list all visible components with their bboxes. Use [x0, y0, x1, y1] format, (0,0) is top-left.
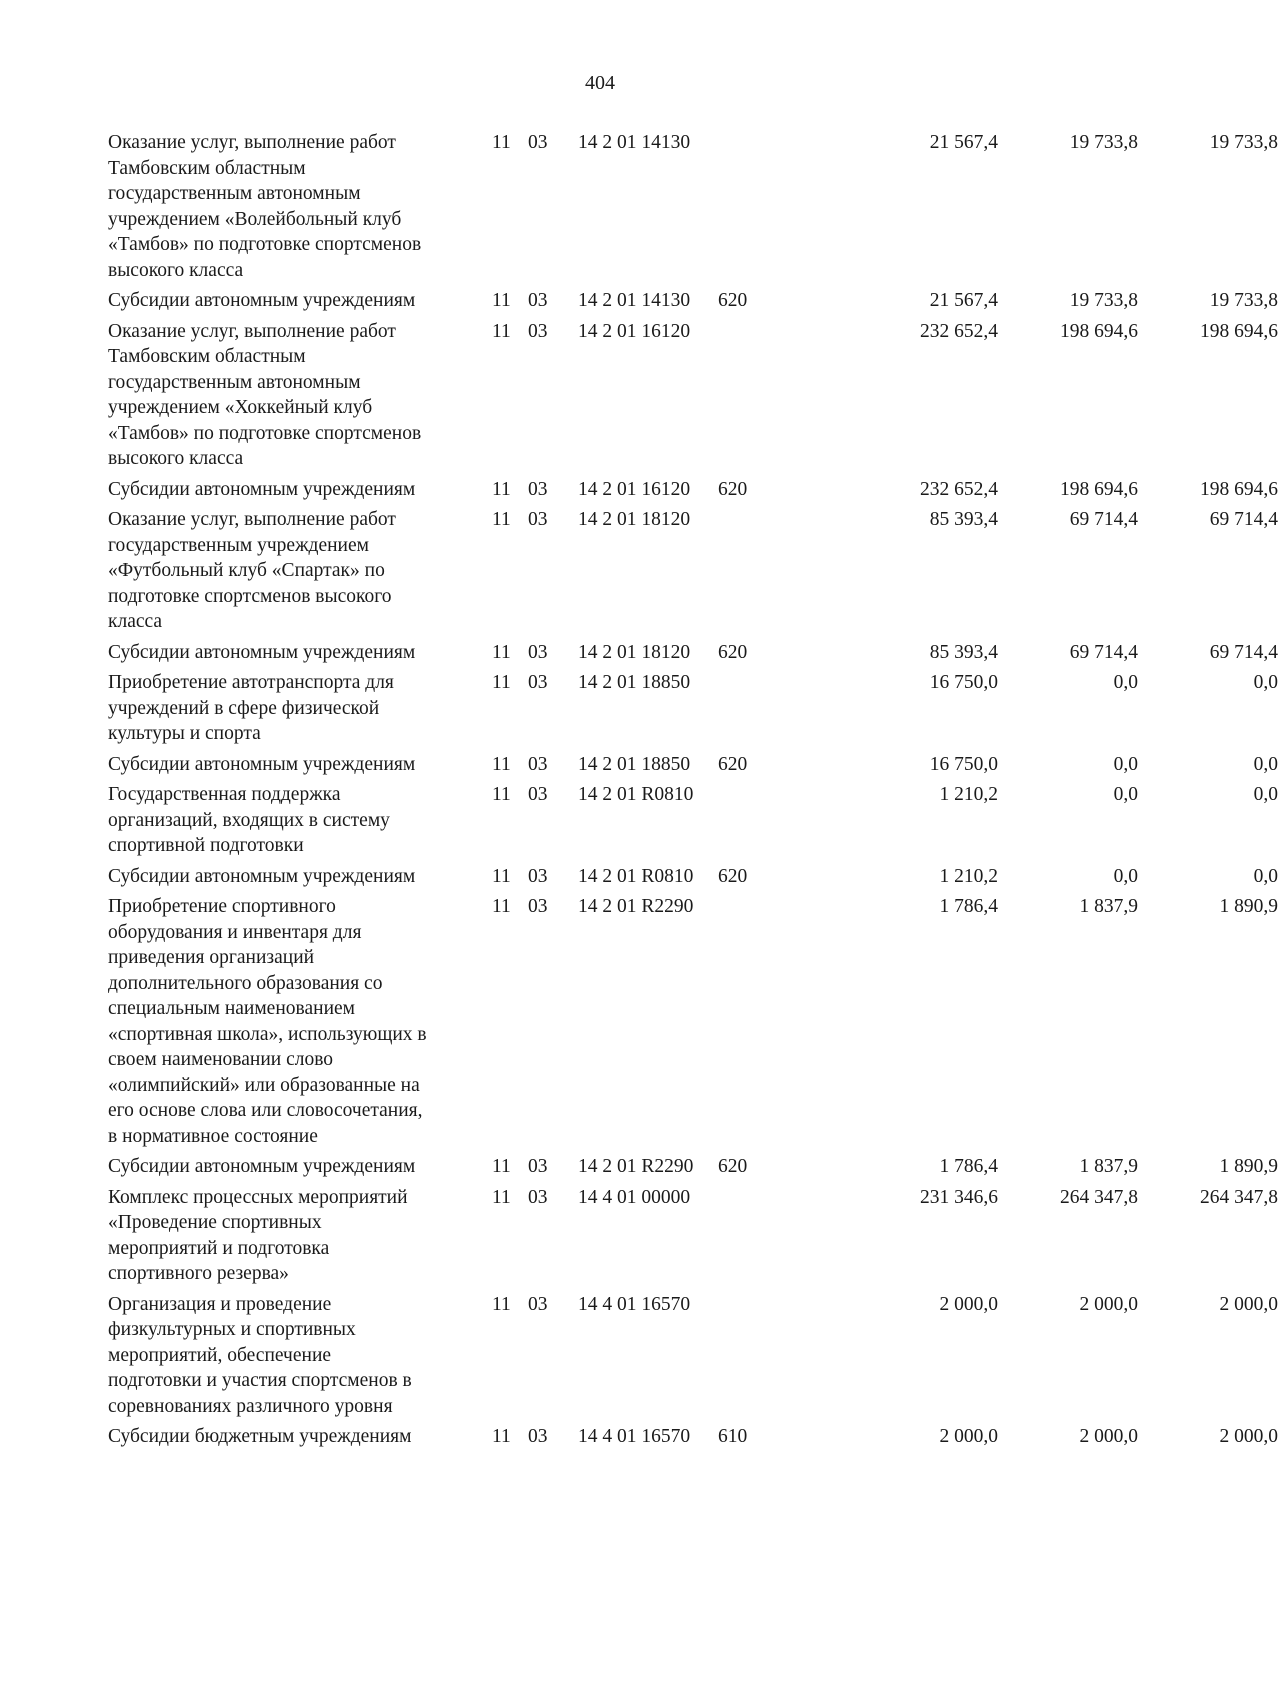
expense-type-code: 620	[718, 865, 748, 887]
amount-year-3: 0,0	[1253, 865, 1278, 887]
row-description: Субсидии автономным учреждениям	[108, 290, 416, 311]
subsection-code: 03	[528, 753, 548, 775]
table-row	[108, 1154, 1278, 1180]
target-article-code: 14 2 01 14130	[578, 290, 691, 311]
row-description: Субсидии бюджетным учреждениям	[108, 1426, 412, 1447]
amount-year-2: 1 837,9	[1079, 896, 1138, 917]
expense-type-code: 620	[718, 478, 748, 500]
amount-year-2: 0,0	[1113, 784, 1138, 805]
expense-type-code: 620	[718, 641, 748, 663]
target-article-code: 14 2 01 R2290	[578, 1156, 694, 1177]
amount-year-2: 69 714,4	[1069, 509, 1138, 530]
target-article-code: 14 2 01 16120	[578, 320, 691, 342]
subsection-code: 03	[528, 672, 548, 693]
expense-type-code: 610	[718, 1426, 748, 1447]
row-description: Субсидии автономным учреждениям	[108, 641, 416, 663]
expense-type-code: 620	[718, 290, 748, 311]
section-code: 11	[492, 509, 511, 530]
target-article-code: 14 2 01 18850	[578, 753, 691, 775]
amount-year-1: 2 000,0	[939, 1426, 998, 1447]
table-row	[108, 864, 1278, 890]
budget-table	[108, 130, 1278, 1455]
amount-year-2: 69 714,4	[1069, 641, 1138, 663]
target-article-code: 14 2 01 14130	[578, 132, 691, 153]
row-description: Комплекс процессных мероприятий «Проведение спортивных мероприятий и подготовка спортивного резерва»	[108, 1186, 408, 1284]
target-article-code: 14 2 01 R0810	[578, 865, 694, 887]
amount-year-3: 2 000,0	[1219, 1293, 1278, 1315]
target-article-code: 14 2 01 18120	[578, 509, 691, 530]
expense-type-code: 620	[718, 1156, 748, 1177]
section-code: 11	[492, 753, 511, 775]
table-row	[108, 319, 1278, 472]
expense-type-code: 620	[718, 753, 748, 775]
amount-year-3: 19 733,8	[1209, 132, 1278, 153]
section-code: 11	[492, 1186, 511, 1208]
amount-year-1: 85 393,4	[929, 509, 998, 530]
amount-year-1: 16 750,0	[929, 672, 998, 693]
target-article-code: 14 4 01 16570	[578, 1293, 691, 1315]
amount-year-2: 2 000,0	[1079, 1293, 1138, 1315]
amount-year-2: 19 733,8	[1069, 290, 1138, 311]
amount-year-1: 16 750,0	[929, 753, 998, 775]
section-code: 11	[492, 672, 511, 693]
row-description: Государственная поддержка организаций, входящих в систему спортивной подготовки	[108, 784, 390, 856]
subsection-code: 03	[528, 290, 548, 311]
amount-year-3: 69 714,4	[1209, 509, 1278, 530]
amount-year-2: 19 733,8	[1069, 132, 1138, 153]
table-row	[108, 1185, 1278, 1287]
table-row	[108, 670, 1278, 747]
row-description: Приобретение автотранспорта для учреждений в сфере физической культуры и спорта	[108, 672, 394, 744]
table-row	[108, 1424, 1278, 1450]
section-code: 11	[492, 641, 511, 663]
subsection-code: 03	[528, 132, 548, 153]
table-row	[108, 782, 1278, 859]
amount-year-2: 198 694,6	[1060, 320, 1138, 342]
amount-year-1: 1 210,2	[939, 784, 998, 805]
amount-year-3: 69 714,4	[1209, 641, 1278, 663]
amount-year-1: 231 346,6	[920, 1186, 998, 1208]
row-description: Субсидии автономным учреждениям	[108, 478, 416, 500]
target-article-code: 14 2 01 18850	[578, 672, 691, 693]
amount-year-1: 2 000,0	[939, 1293, 998, 1315]
amount-year-1: 232 652,4	[920, 320, 998, 342]
target-article-code: 14 2 01 R0810	[578, 784, 694, 805]
page-number: 404	[585, 72, 615, 94]
amount-year-1: 21 567,4	[929, 132, 998, 153]
amount-year-2: 0,0	[1113, 672, 1138, 693]
table-row	[108, 507, 1278, 635]
section-code: 11	[492, 1426, 511, 1447]
target-article-code: 14 4 01 16570	[578, 1426, 691, 1447]
subsection-code: 03	[528, 1186, 548, 1208]
subsection-code: 03	[528, 896, 548, 917]
subsection-code: 03	[528, 1293, 548, 1315]
table-row	[108, 752, 1278, 778]
table-row	[108, 477, 1278, 503]
subsection-code: 03	[528, 865, 548, 887]
target-article-code: 14 2 01 18120	[578, 641, 691, 663]
amount-year-3: 0,0	[1253, 784, 1278, 805]
subsection-code: 03	[528, 784, 548, 805]
row-description: Субсидии автономным учреждениям	[108, 1156, 416, 1177]
subsection-code: 03	[528, 641, 548, 663]
section-code: 11	[492, 132, 511, 153]
table-row	[108, 640, 1278, 666]
section-code: 11	[492, 290, 511, 311]
row-description: Оказание услуг, выполнение работ государственным учреждением «Футбольный клуб «Спартак» по подготовке спортсменов высокого класса	[108, 509, 396, 632]
table-row	[108, 130, 1278, 283]
amount-year-3: 1 890,9	[1219, 896, 1278, 917]
section-code: 11	[492, 1156, 511, 1177]
row-description: Оказание услуг, выполнение работ Тамбовским областным государственным автономным учреждением «Волейбольный клуб «Тамбов» по подготовке спортсменов высокого класса	[108, 132, 422, 281]
target-article-code: 14 2 01 16120	[578, 478, 691, 500]
target-article-code: 14 2 01 R2290	[578, 896, 694, 917]
section-code: 11	[492, 865, 511, 887]
subsection-code: 03	[528, 509, 548, 530]
section-code: 11	[492, 478, 511, 500]
amount-year-2: 198 694,6	[1060, 478, 1138, 500]
section-code: 11	[492, 784, 511, 805]
amount-year-1: 21 567,4	[929, 290, 998, 311]
row-description: Субсидии автономным учреждениям	[108, 865, 416, 887]
amount-year-2: 0,0	[1113, 865, 1138, 887]
amount-year-3: 1 890,9	[1219, 1156, 1278, 1177]
amount-year-1: 1 786,4	[939, 1156, 998, 1177]
amount-year-2: 1 837,9	[1079, 1156, 1138, 1177]
amount-year-1: 232 652,4	[920, 478, 998, 500]
amount-year-1: 1 786,4	[939, 896, 998, 917]
table-row	[108, 1292, 1278, 1420]
amount-year-3: 198 694,6	[1200, 320, 1278, 342]
subsection-code: 03	[528, 320, 548, 342]
amount-year-3: 0,0	[1253, 753, 1278, 775]
row-description: Субсидии автономным учреждениям	[108, 753, 416, 775]
subsection-code: 03	[528, 1156, 548, 1177]
section-code: 11	[492, 320, 511, 342]
amount-year-1: 85 393,4	[929, 641, 998, 663]
subsection-code: 03	[528, 478, 548, 500]
table-row	[108, 288, 1278, 314]
amount-year-2: 2 000,0	[1079, 1426, 1138, 1447]
amount-year-2: 0,0	[1113, 753, 1138, 775]
row-description: Приобретение спортивного оборудования и инвентаря для приведения организаций дополнительного образования со специальным наименованием «спортивная школа», использующих в своем наименовании слово «олимпийский» или образованные на его основе слова или словосочетания, в нормативное состояние	[108, 896, 427, 1147]
section-code: 11	[492, 896, 511, 917]
amount-year-3: 19 733,8	[1209, 290, 1278, 311]
amount-year-3: 264 347,8	[1200, 1186, 1278, 1208]
row-description: Организация и проведение физкультурных и спортивных мероприятий, обеспечение подготовки и участия спортсменов в соревнованиях различного уровня	[108, 1293, 412, 1417]
amount-year-3: 198 694,6	[1200, 478, 1278, 500]
amount-year-3: 0,0	[1253, 672, 1278, 693]
section-code: 11	[492, 1293, 511, 1315]
row-description: Оказание услуг, выполнение работ Тамбовским областным государственным автономным учреждением «Хоккейный клуб «Тамбов» по подготовке спортсменов высокого класса	[108, 320, 422, 469]
target-article-code: 14 4 01 00000	[578, 1186, 691, 1208]
amount-year-1: 1 210,2	[939, 865, 998, 887]
table-row	[108, 894, 1278, 1149]
amount-year-3: 2 000,0	[1219, 1426, 1278, 1447]
subsection-code: 03	[528, 1426, 548, 1447]
amount-year-2: 264 347,8	[1060, 1186, 1138, 1208]
